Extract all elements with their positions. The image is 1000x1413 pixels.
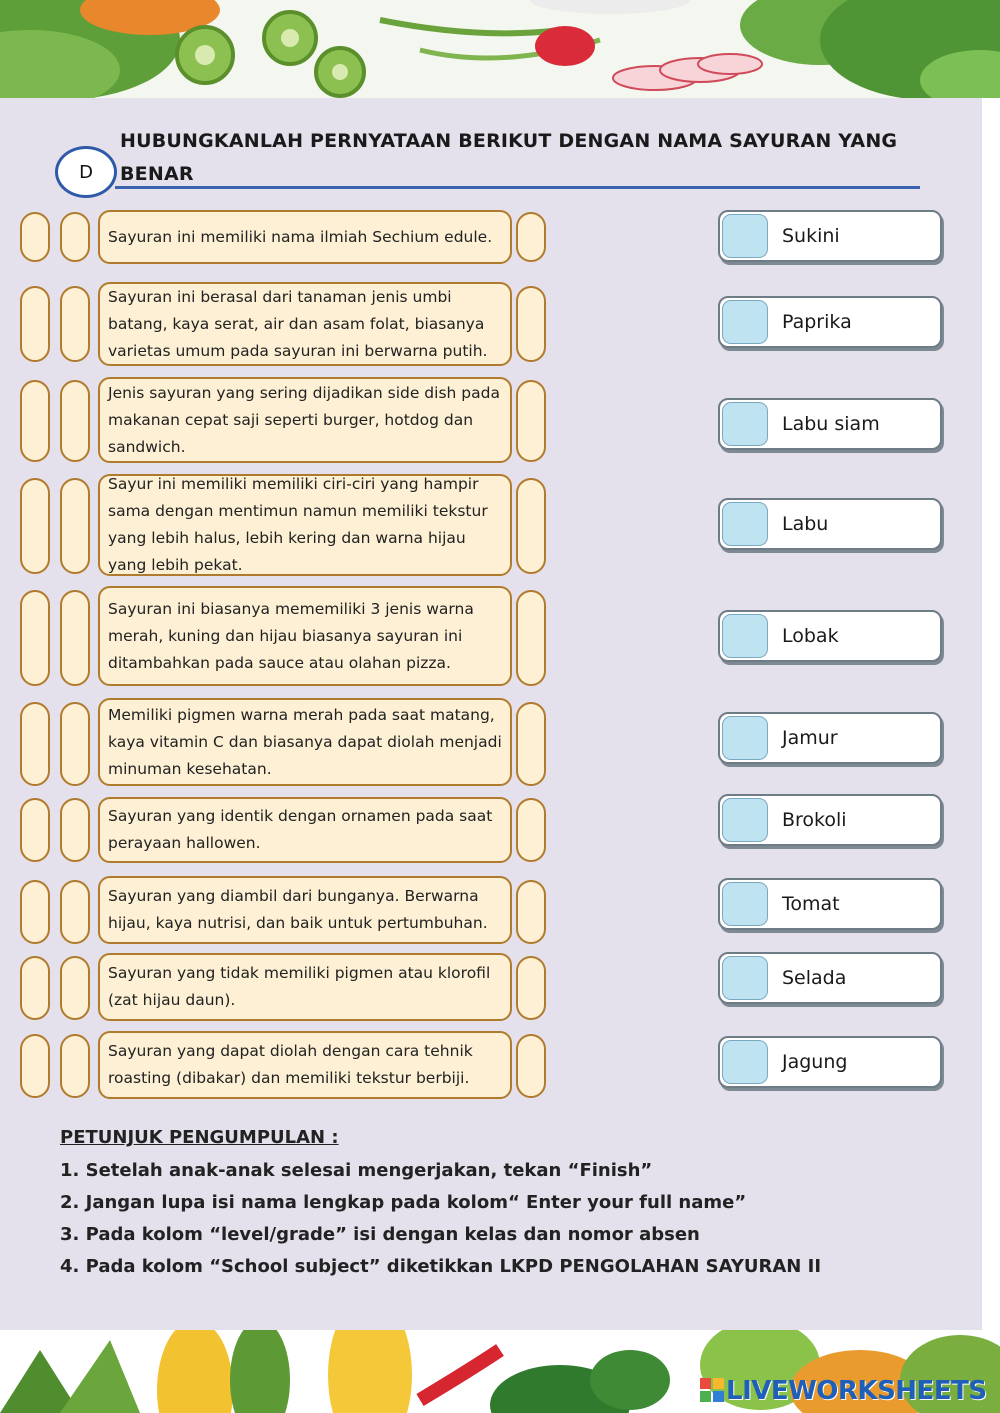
right-join-dot[interactable] xyxy=(516,1034,546,1098)
instruction-item: 2. Jangan lupa isi nama lengkap pada kolom“ Enter your full name” xyxy=(60,1192,747,1213)
answer-box[interactable] xyxy=(718,610,942,662)
statement-box: Sayur ini memiliki memiliki ciri-ciri yang hampir sama dengan mentimun namun memiliki tekstur yang lebih halus, lebih kering dan warna hijau yang lebih pekat. xyxy=(98,474,512,576)
answer-box[interactable] xyxy=(718,878,942,930)
vegetables-header-image xyxy=(0,0,1000,98)
left-join-dot-b[interactable] xyxy=(60,380,90,462)
left-join-dot-a[interactable] xyxy=(20,380,50,462)
statement-box: Sayuran yang identik dengan ornamen pada saat perayaan hallowen. xyxy=(98,797,512,863)
left-join-dot-a[interactable] xyxy=(20,212,50,262)
right-join-dot[interactable] xyxy=(516,286,546,362)
right-join-dot[interactable] xyxy=(516,798,546,862)
right-join-dot[interactable] xyxy=(516,478,546,574)
answer-label: Selada xyxy=(782,967,847,989)
left-join-dot-a[interactable] xyxy=(20,956,50,1020)
right-join-dot[interactable] xyxy=(516,702,546,786)
title-underline xyxy=(115,186,920,189)
answer-label: Tomat xyxy=(782,893,840,915)
answer-join-square[interactable] xyxy=(722,798,768,842)
section-letter: D xyxy=(79,161,93,183)
left-join-dot-b[interactable] xyxy=(60,1034,90,1098)
answer-join-square[interactable] xyxy=(722,1040,768,1084)
answer-join-square[interactable] xyxy=(722,502,768,546)
statement-box: Sayuran ini berasal dari tanaman jenis umbi batang, kaya serat, air dan asam folat, biasanya varietas umum pada sayuran ini berwarna putih. xyxy=(98,282,512,366)
answer-box[interactable] xyxy=(718,296,942,348)
statement-box: Sayuran yang diambil dari bunganya. Berwarna hijau, kaya nutrisi, dan baik untuk pertumbuhan. xyxy=(98,876,512,944)
answer-box[interactable] xyxy=(718,712,942,764)
answer-join-square[interactable] xyxy=(722,300,768,344)
answer-box[interactable] xyxy=(718,1036,942,1088)
instructions-title: PETUNJUK PENGUMPULAN : xyxy=(60,1127,339,1148)
right-join-dot[interactable] xyxy=(516,880,546,944)
answer-label: Paprika xyxy=(782,311,852,333)
instruction-item: 4. Pada kolom “School subject” diketikkan LKPD PENGOLAHAN SAYURAN II xyxy=(60,1256,822,1277)
answer-label: Labu xyxy=(782,513,829,535)
left-join-dot-b[interactable] xyxy=(60,590,90,686)
answer-label: Labu siam xyxy=(782,413,880,435)
right-join-dot[interactable] xyxy=(516,590,546,686)
left-join-dot-a[interactable] xyxy=(20,590,50,686)
statement-box: Memiliki pigmen warna merah pada saat matang, kaya vitamin C dan biasanya dapat diolah menjadi minuman kesehatan. xyxy=(98,698,512,786)
left-join-dot-b[interactable] xyxy=(60,798,90,862)
liveworksheets-logo xyxy=(700,1376,987,1406)
left-join-dot-b[interactable] xyxy=(60,956,90,1020)
left-join-dot-a[interactable] xyxy=(20,880,50,944)
answer-join-square[interactable] xyxy=(722,614,768,658)
statement-box: Sayuran ini biasanya mememiliki 3 jenis warna merah, kuning dan hijau biasanya sayuran ini ditambahkan pada sauce atau olahan pizza. xyxy=(98,586,512,686)
answer-label: Jamur xyxy=(782,727,838,749)
answer-box[interactable] xyxy=(718,952,942,1004)
page-title: HUBUNGKANLAH PERNYATAAN BERIKUT DENGAN NAMA SAYURAN YANG BENAR xyxy=(120,130,898,185)
statement-box: Jenis sayuran yang sering dijadikan side dish pada makanan cepat saji seperti burger, hotdog dan sandwich. xyxy=(98,377,512,463)
answer-label: Jagung xyxy=(782,1051,848,1073)
answer-label: Sukini xyxy=(782,225,840,247)
answer-box[interactable] xyxy=(718,398,942,450)
answer-join-square[interactable] xyxy=(722,882,768,926)
instruction-item: 3. Pada kolom “level/grade” isi dengan kelas dan nomor absen xyxy=(60,1224,700,1245)
statement-box: Sayuran ini memiliki nama ilmiah Sechium edule. xyxy=(98,210,512,264)
answer-label: Brokoli xyxy=(782,809,847,831)
left-join-dot-b[interactable] xyxy=(60,212,90,262)
answer-join-square[interactable] xyxy=(722,214,768,258)
answer-join-square[interactable] xyxy=(722,402,768,446)
section-badge xyxy=(55,146,117,198)
left-join-dot-a[interactable] xyxy=(20,478,50,574)
top-vegetable-illustration xyxy=(0,0,1000,98)
left-join-dot-b[interactable] xyxy=(60,478,90,574)
liveworksheets-badge-icon xyxy=(700,1378,724,1402)
answer-label: Lobak xyxy=(782,625,839,647)
answer-join-square[interactable] xyxy=(722,956,768,1000)
answer-box[interactable] xyxy=(718,210,942,262)
instruction-item: 1. Setelah anak-anak selesai mengerjakan, tekan “Finish” xyxy=(60,1160,653,1181)
right-join-dot[interactable] xyxy=(516,956,546,1020)
statement-box: Sayuran yang tidak memiliki pigmen atau klorofil (zat hijau daun). xyxy=(98,953,512,1021)
answer-join-square[interactable] xyxy=(722,716,768,760)
left-join-dot-a[interactable] xyxy=(20,286,50,362)
left-join-dot-b[interactable] xyxy=(60,880,90,944)
left-join-dot-b[interactable] xyxy=(60,286,90,362)
left-join-dot-b[interactable] xyxy=(60,702,90,786)
answer-box[interactable] xyxy=(718,498,942,550)
right-join-dot[interactable] xyxy=(516,212,546,262)
statement-box: Sayuran yang dapat diolah dengan cara tehnik roasting (dibakar) dan memiliki tekstur berbiji. xyxy=(98,1031,512,1099)
left-join-dot-a[interactable] xyxy=(20,702,50,786)
answer-box[interactable] xyxy=(718,794,942,846)
left-join-dot-a[interactable] xyxy=(20,1034,50,1098)
brand-name: LIVEWORKSHEETS xyxy=(726,1376,987,1406)
left-join-dot-a[interactable] xyxy=(20,798,50,862)
right-join-dot[interactable] xyxy=(516,380,546,462)
